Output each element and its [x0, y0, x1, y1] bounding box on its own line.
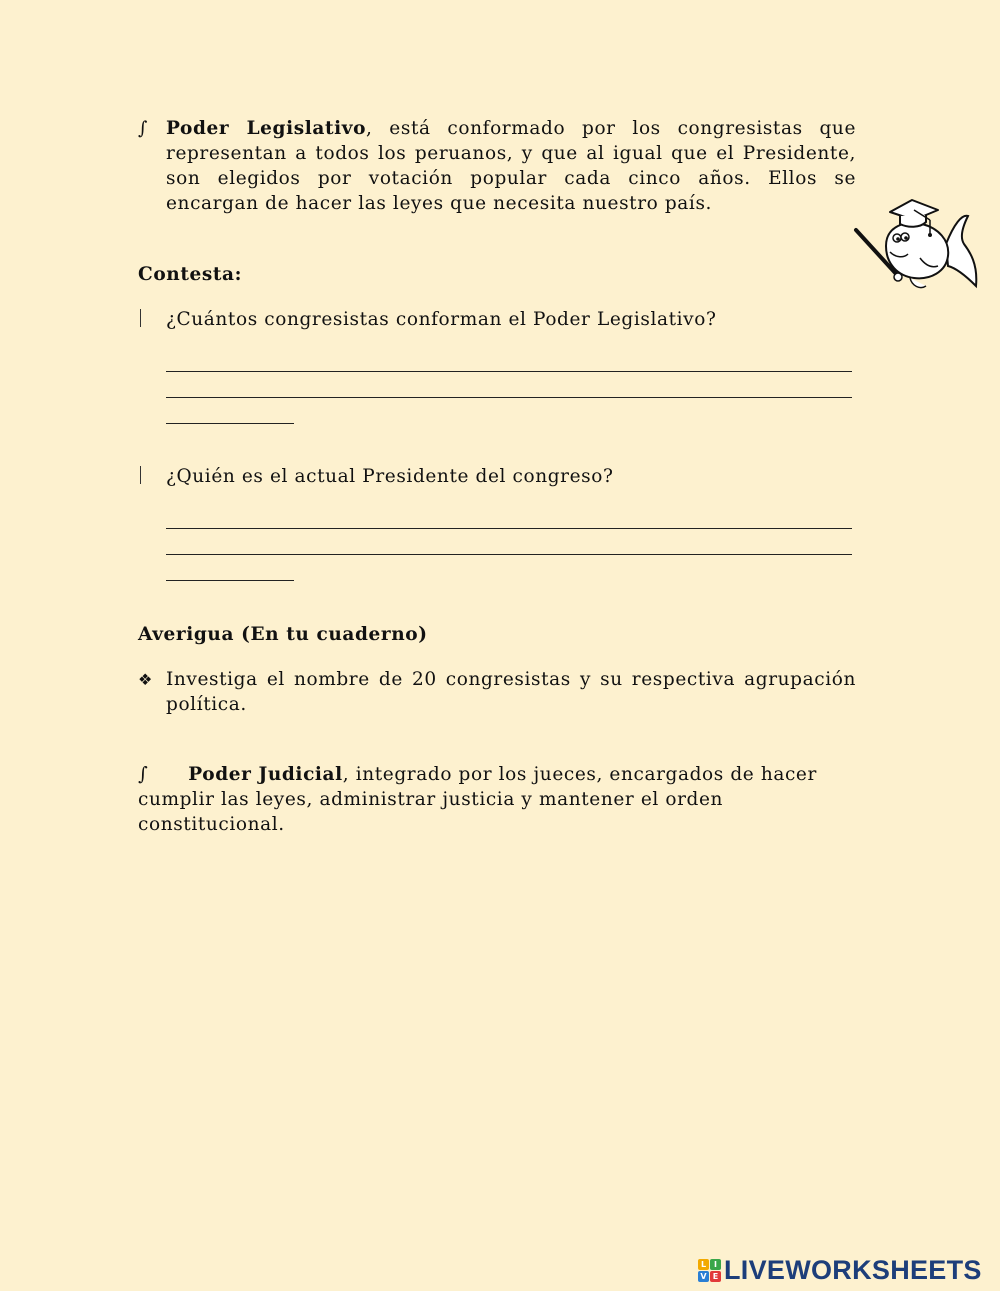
question-2-row	[138, 464, 856, 489]
question-1	[138, 307, 856, 424]
answer-field-2[interactable]	[166, 503, 856, 581]
logo-letter: V	[698, 1271, 709, 1282]
question-1-text: ¿Cuántos congresistas conforman el Poder Legislativo?	[166, 309, 717, 330]
logo-letter: L	[698, 1259, 709, 1270]
liveworksheets-logo[interactable]	[698, 1256, 982, 1284]
judicial-section	[138, 762, 856, 837]
integral-bullet-icon: ∫	[138, 118, 148, 139]
legislativo-paragraph	[138, 116, 856, 216]
legislativo-text: , está conformado por los congresistas que representan a todos los peruanos, y que al igual que el Presidente, son elegidos por votación popular cada cinco años. Ellos se encargan de hacer las leyes que necesita nuestro país.	[166, 118, 856, 214]
legislativo-section	[138, 116, 856, 216]
legislativo-title: Poder Legislativo	[166, 118, 367, 139]
answer-line	[166, 503, 852, 529]
bar-bullet-icon	[140, 309, 141, 327]
bar-bullet-icon	[140, 466, 141, 484]
answer-field-1[interactable]	[166, 346, 856, 424]
question-2-text: ¿Quién es el actual Presidente del congreso?	[166, 466, 614, 487]
contesta-heading: Contesta:	[138, 264, 243, 285]
answer-line	[166, 555, 294, 581]
answer-line	[166, 529, 852, 555]
averigua-heading: Averigua (En tu cuaderno)	[138, 624, 428, 645]
logo-letter: E	[710, 1271, 721, 1282]
answer-line	[166, 372, 852, 398]
averigua-item	[138, 667, 856, 717]
logo-mark	[698, 1259, 721, 1282]
logo-text: LIVEWORKSHEETS	[724, 1254, 982, 1285]
diamond-bullet-icon: ❖	[138, 670, 153, 689]
answer-line	[166, 398, 294, 424]
judicial-text: , integrado por los jueces, encargados de hacer cumplir las leyes, administrar justicia y mantener el orden constitucional.	[138, 764, 817, 835]
answer-line	[166, 346, 852, 372]
question-2	[138, 464, 856, 581]
averigua-text: Investiga el nombre de 20 congresistas y su respectiva agrupación política.	[166, 669, 856, 715]
averigua-row	[138, 667, 856, 717]
judicial-title: Poder Judicial	[188, 764, 343, 785]
logo-letter: I	[710, 1259, 721, 1270]
integral-bullet-icon: ∫	[138, 764, 149, 785]
fish-teacher-illustration	[850, 194, 982, 296]
question-1-row	[138, 307, 856, 332]
